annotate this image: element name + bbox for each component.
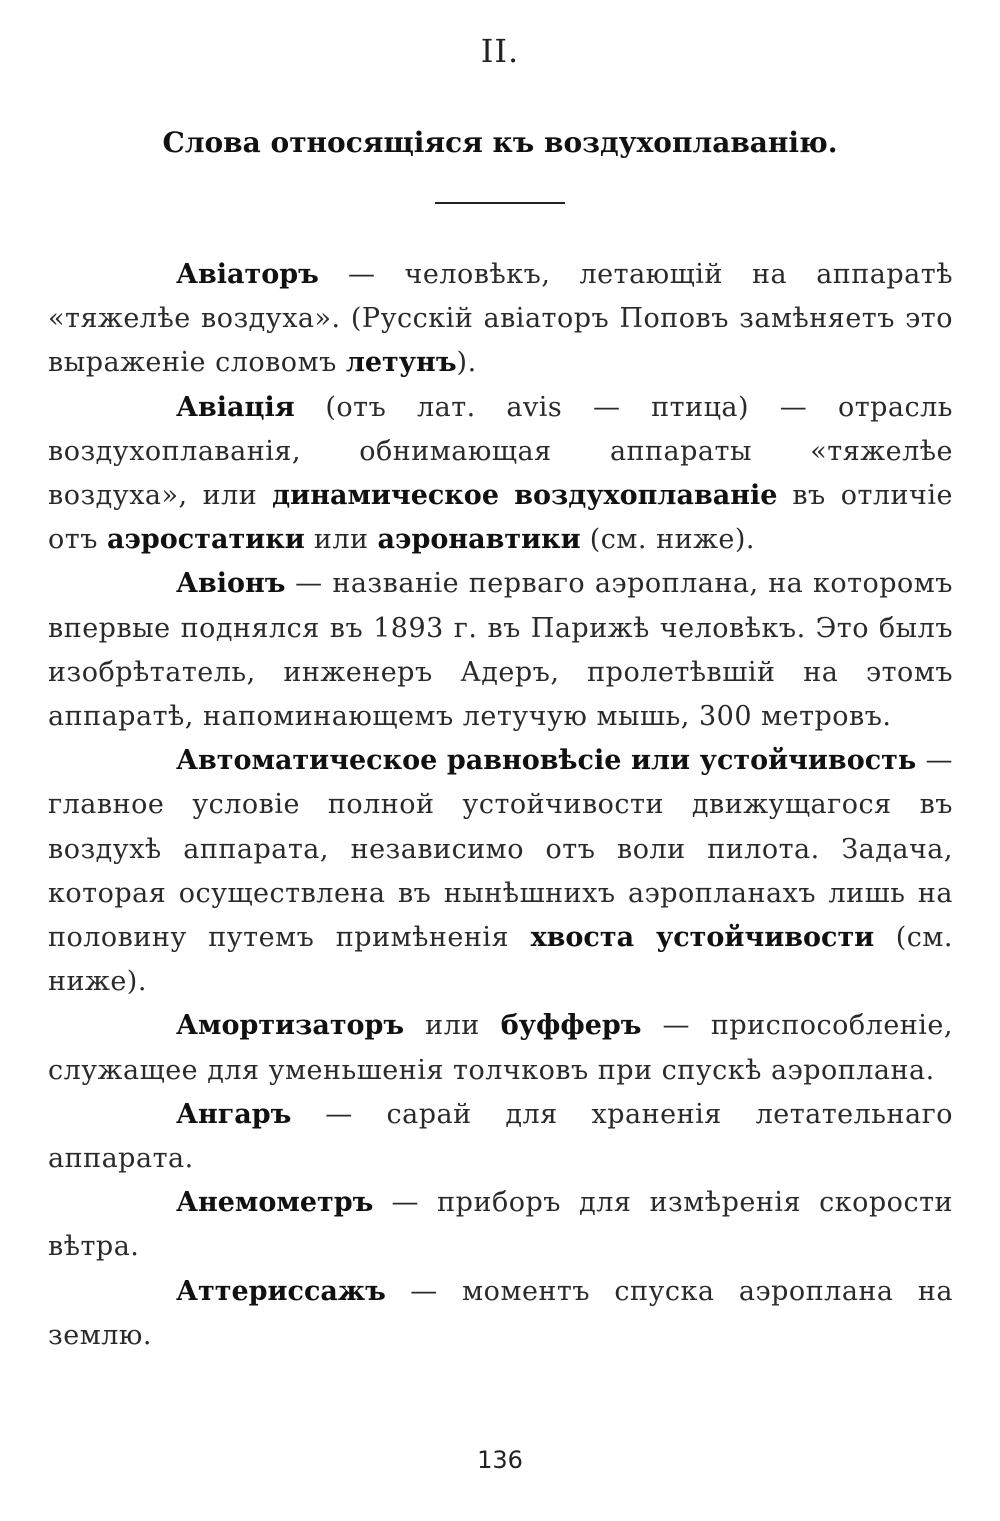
entry-text: — приборъ для измѣренія скорости вѣтра.: [48, 1187, 953, 1263]
entry-bold-term: динамическое воздухоплаваніе: [272, 480, 778, 512]
entry-bold-term: аэронавтики: [377, 524, 581, 556]
glossary-body: [48, 253, 953, 1358]
entry-text: — моментъ спуска аэроплана на землю.: [48, 1275, 953, 1351]
glossary-entry: [48, 739, 953, 1004]
glossary-entry: [48, 1181, 953, 1269]
entry-term: Авіонъ: [176, 568, 286, 600]
entry-bold-term: буфферъ: [500, 1010, 642, 1042]
section-number: II.: [480, 32, 520, 70]
entry-text: (см. ниже).: [580, 524, 755, 556]
glossary-entry: [48, 562, 953, 739]
entry-bold-term: летунъ: [345, 347, 457, 379]
entry-text: — человѣкъ, летающій на аппаратѣ «тяжелѣе воздуха». (Русскій авіаторъ Поповъ замѣняетъ это выраженіе словомъ: [48, 259, 953, 379]
entry-term: Авіаторъ: [176, 259, 319, 290]
section-title: Слова относящіяся къ воздухоплаванію.: [162, 126, 838, 159]
entry-term: Анемометръ: [176, 1187, 374, 1219]
glossary-entry: [48, 1270, 953, 1358]
glossary-entry: [48, 386, 953, 563]
entry-term: Амортизаторъ: [176, 1010, 405, 1042]
glossary-entry: [48, 253, 953, 386]
entry-text: (см. ниже).: [48, 922, 953, 998]
entry-text: — главное условіе полной устойчивости движущагося въ воздухѣ аппарата, независимо отъ воли пилота. Задача, которая осуществлена въ нынѣшнихъ аэропланахъ лишь на половину путемъ примѣненія: [48, 745, 953, 954]
title-divider: [435, 202, 565, 204]
entry-text: или: [304, 524, 378, 556]
entry-text: — приспособленіе, служащее для уменьшенія толчковъ при спускѣ аэроплана.: [48, 1010, 953, 1086]
entry-text: (отъ лат. avis — птица) — отрасль воздухоплаванія, обнимающая аппараты «тяжелѣе воздуха», или: [48, 391, 953, 512]
glossary-entry: [48, 1093, 953, 1181]
entry-text: — названіе перваго аэроплана, на которомъ впервые поднялся въ 1893 г. въ Парижѣ человѣкъ. Это былъ изобрѣтатель, инженеръ Адеръ, пролетѣвшій на этомъ аппаратѣ, напоминающемъ летучую мышь, 300 метровъ.: [48, 568, 953, 733]
entry-bold-term: аэростатики: [106, 524, 305, 556]
entry-text: ).: [456, 347, 477, 379]
entry-bold-term: хвоста устойчивости: [530, 922, 875, 954]
entry-text: или: [404, 1010, 501, 1042]
entry-text: въ отличіе отъ: [48, 480, 953, 556]
page-number: 136: [477, 1446, 523, 1474]
entry-term: Аттериссажъ: [176, 1275, 386, 1307]
entry-term: Ангаръ: [176, 1098, 292, 1130]
entry-text: — сарай для храненія летательнаго аппарата.: [48, 1098, 953, 1175]
entry-term: Авіація: [176, 391, 295, 423]
glossary-entry: [48, 1004, 953, 1092]
entry-term: Автоматическое равновѣсіе или устойчивость: [176, 745, 917, 777]
